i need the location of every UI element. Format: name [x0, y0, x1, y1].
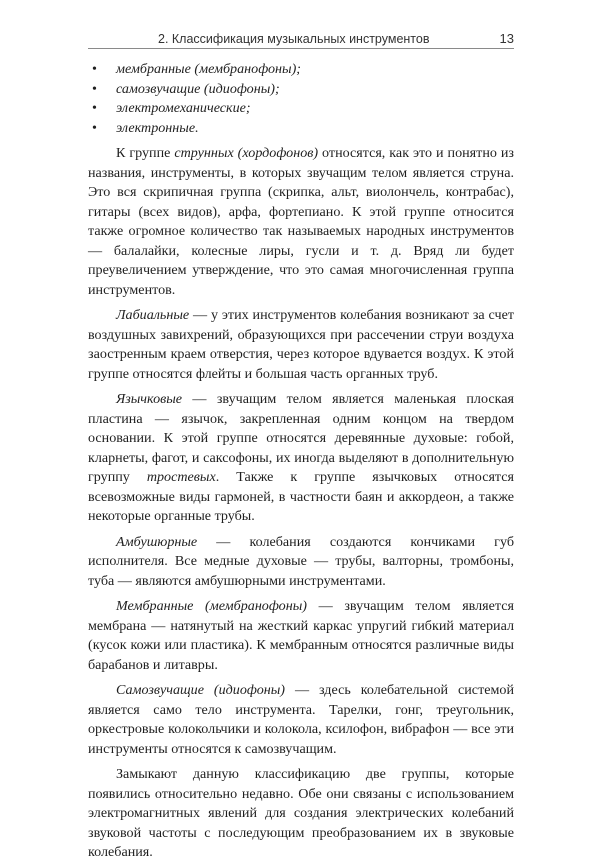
list-item-text: мембранные (мембранофоны);	[116, 61, 301, 77]
text-run: — звучащим телом является мембрана — натянутый на жесткий каркас упругий гибкий материал (кусок кожи или пластика). К мембранным относятся различные виды барабанов и литавры.	[88, 598, 514, 673]
text-run: — звучащим телом является маленькая плоская пластина — язычок, закрепленная одним концом на твердом основании. К этой группе относятся деревянные духовые: гобой, кларнеты, фагот, и саксофоны, их иногда выделяют в дополнительную группу	[88, 391, 514, 485]
paragraph-labial	[88, 306, 514, 384]
running-header	[88, 30, 514, 49]
text-run: К группе	[116, 145, 175, 161]
instrument-type-list	[88, 60, 514, 138]
term-embouchure: Амбушюрные	[116, 533, 198, 550]
paragraph-closing: Замыкают данную классификацию две группы, которые появились относительно недавно. Обе они связаны с использованием электромагнитных явлений для создания электрических колебаний звуковой частоты с последующим преобразованием их в звуковые колебания.	[88, 766, 514, 860]
bullet-marker: •	[92, 80, 97, 97]
page-body	[88, 60, 514, 863]
text-run: . Также к группе язычковых относятся всевозможные виды гармоней, в частности баян и аккордеон, а также некоторые органные трубы.	[88, 469, 514, 524]
paragraph-reed	[88, 390, 514, 527]
term-idiophones: Самозвучащие (идиофоны)	[116, 682, 285, 698]
list-item-text: электронные.	[116, 119, 199, 136]
term-reed: Язычковые	[116, 391, 183, 407]
text-run: — колебания создаются кончиками губ исполнителя. Все медные духовые — трубы, валторны, тромбоны, туба — являются амбушюрными инструментами.	[88, 533, 514, 589]
list-item	[88, 60, 514, 80]
list-item	[88, 119, 514, 139]
list-item	[88, 80, 514, 100]
paragraph-membrane	[88, 597, 514, 675]
paragraph-idiophones	[88, 681, 514, 759]
text-run: — у этих инструментов колебания возникают за счет воздушных завихрений, образующихся при рассечении струи воздуха заостренным краем отверстия, через которое вдувается воздух. К этой группе относятся флейты и большая часть органных труб.	[88, 307, 514, 382]
list-item-text: самозвучащие (идиофоны);	[116, 80, 280, 97]
page-number: 13	[499, 31, 514, 46]
list-item	[88, 99, 514, 119]
term-labial: Лабиальные	[116, 307, 190, 323]
paragraph-strings	[88, 144, 514, 300]
text-run: — здесь колебательной системой является само тело инструмента. Тарелки, гонг, треугольник, оркестровые колокольчики и колокола, ксилофон, вибрафон — все эти инструменты относятся к самозвучащим.	[88, 682, 514, 757]
term-cane: тростевых	[146, 469, 216, 485]
term-membrane: Мембранные (мембранофоны)	[116, 598, 307, 614]
bullet-marker: •	[92, 61, 97, 77]
bullet-marker: •	[92, 100, 97, 116]
paragraph-embouchure	[88, 533, 514, 592]
text-run: относятся, как это и понятно из названия, инструменты, в которых звучащим телом является струна. Это вся скрипичная группа (скрипка, альт, виолончель, контрабас), гитары (всех видов), арфа, фортепиано. К этой группе относится также огромное количество так называемых народных инструментов — балалайки, колесные лиры, гусли и т. д. Вряд ли будет преувеличением утверждение, что это самая многочисленная группа инструментов.	[88, 145, 514, 298]
bullet-marker: •	[92, 119, 97, 136]
chapter-title: 2. Классификация музыкальных инструментов	[158, 32, 430, 46]
term-strings: струнных (хордофонов)	[174, 145, 319, 161]
list-item-text: электромеханические;	[116, 100, 251, 116]
